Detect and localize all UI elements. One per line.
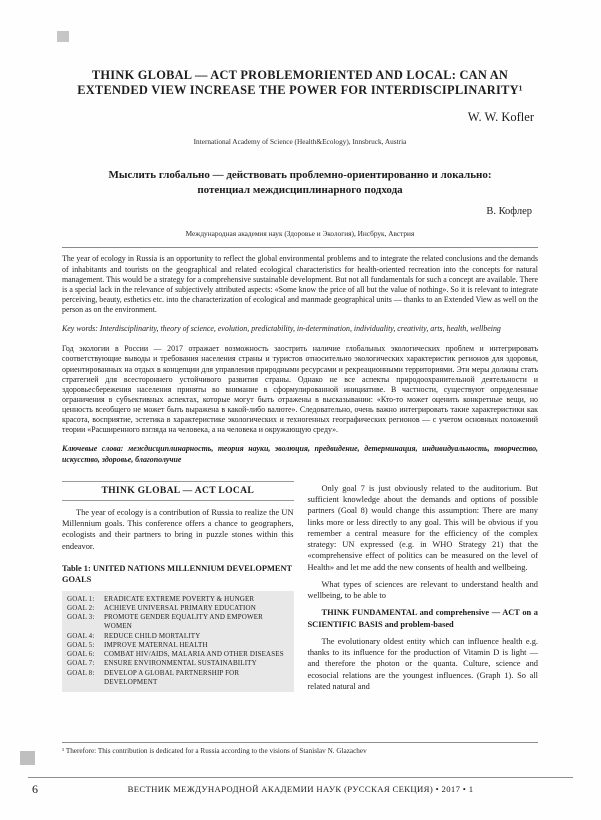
goal-text: ENSURE ENVIRONMENTAL SUSTAINABILITY [104,659,257,668]
affiliation-en: International Academy of Science (Health&Ecology), Innsbruck, Austria [193,136,407,146]
abstract-en: The year of ecology in Russia is an opportunity to reflect the global environmental problems and to integrate the related conclusions and the demands of inhabitants and tourists on the geographical and related ecological characteristics for health-oriented recreation into the concepts for natural management. This would be a strategy for a comprehensive sustainable development. But not all fundamentals for such a concept are available. There is a special lack in the relevance of subjectively attributed aspects: «Some know the price of all but the value of nothing». So it is relevant to integrate perceiving, beauty, esthetics etc. into the characterization of ecological and manmade geographical units — thanks to an Extended View as well on the person as on the environment. [62,254,538,314]
table-row [67,650,289,659]
goal-text: ERADICATE EXTREME POVERTY & HUNGER [104,594,255,603]
title-line-1: THINK GLOBAL — ACT PROBLEMORIENTED AND LOCAL: CAN AN [91,68,509,82]
journal-title: ВЕСТНИК МЕЖДУНАРОДНОЙ АКАДЕМИИ НАУК (РУССКАЯ СЕКЦИЯ) • 2017 • 1 [127,784,474,794]
table-row [67,641,289,650]
abstract-divider-rule [62,247,538,248]
goal-label: GOAL 8: [67,668,95,677]
body-paragraph: What types of sciences are relevant to understand health and wellbeing, to be able to [307,579,538,601]
author-ru: В. Кофлер [486,206,532,218]
goal-label: GOAL 1: [67,594,95,603]
table-row [67,595,289,604]
right-column [308,481,539,692]
article-title-ru: Мыслить глобально — действовать проблемно-ориентированно и локально: потенциал междисциплинарного подхода [108,168,492,196]
article-title-en [62,68,538,98]
goal-label: GOAL 4: [67,631,95,640]
keywords-ru: Ключевые слова: междисциплинарность, теория науки, эволюция, предвидение, детерминация, индивидуальность, творчество, искусство, здоровье, благополучие [62,444,538,464]
goal-text: REDUCE CHILD MORTALITY [104,631,201,640]
table-row [67,669,289,687]
title-line-2: EXTENDED VIEW INCREASE THE POWER FOR INTERDISCIPLINARITY¹ [77,82,523,97]
goal-label: GOAL 3: [67,613,95,622]
left-column [62,481,294,692]
goal-label: GOAL 2: [67,603,95,612]
goal-label: GOAL 6: [67,650,95,659]
body-paragraph-emphasis: THINK FUNDAMENTAL and comprehensive — ACT on a SCIENTIFIC BASIS and problem-based [307,608,538,629]
page-content [62,0,538,692]
table-row [67,604,289,613]
goal-text: ACHIEVE UNIVERSAL PRIMARY EDUCATION [104,603,256,612]
footnote-text: ¹ Therefore: This contribution is dedicated for a Russia according to the visions of Stanislav N. Glazachev [62,747,367,755]
keywords-en: Key words: Interdisciplinarity, theory of science, evolution, predictability, in-determination, individuality, creativity, arts, health, wellbeing [62,324,501,334]
affiliation-ru: Международная академия наук (Здоровье и Экология), Инсбрук, Австрия [185,229,415,239]
abstract-ru: Год экологии в России — 2017 отражает возможность заострить наличие глобальных экологических проблем и интегрировать соответствующие выводы и требования населения страны и туристов относительно экологических характеристик регионов для здоровья, ориентированных на отдых в концепции для управления природными ресурсами и рекреационными территориями. Эти меры должны стать стратегией для всестороннего устойчивого развития страны. Однако не все аспекты природоохранительной деятельности и здоровьесбережения населения приняты во внимание в сформулированной инициативе. В частности, существуют определенные ограничения в субъективных аспектах, которые могут быть отражены в высказывании: «Кто-то может оценить конкретные вещи, но ценность всеобщего не может быть выражена в какой-либо валюте». Следовательно, очень важно интегрировать такие характеристики как красота, восприятие, эстетика в характеристике экологических и техногенных географических регионов — с учетом основных положений теории «Расширенного взгляда на человека, а на человека и окружающую среду». [62,344,538,435]
body-columns [62,481,538,692]
goal-text: IMPROVE MATERNAL HEALTH [104,640,208,649]
author-en: W. W. Kofler [467,109,534,124]
goal-label: GOAL 5: [67,640,95,649]
footnote-area [62,742,538,755]
table-row [67,659,289,668]
body-paragraph: The evolutionary oldest entity which can influence health e.g. thanks to its influence for the production of Vitamin D is light — and therefore the photon or the quanta. Culture, science and ecosocial relations are the youngest influences. (Graph 1). So all related natural and [307,636,538,691]
page-number: 6 [32,782,38,796]
goal-label: GOAL 7: [67,659,95,668]
intro-paragraph: The year of ecology is a contribution of Russia to realize the UN Millennium goals. This conference offers a chance to geographers, ecologists and their partners to bring in puzzle stones within this endeavor. [62,507,294,551]
page-footer [28,777,573,794]
table-row [67,632,289,641]
section-heading-think-global-act-local: THINK GLOBAL — ACT LOCAL [62,481,294,501]
goal-text: COMBAT HIV/AIDS, MALARIA AND OTHER DISEASES [104,650,284,659]
body-paragraph: Only goal 7 is just obviously related to the auditorium. But sufficient knowledge about the demands and options of possible partners (Goal 8) would change this assumption: There are many links more or less directly to any goal. This will be obvious if you remember a central measure for the efficiency of the complex strategy: UN expressed (e.g. in WHO Strategy 21) that the «comprehensive effect of politics can be measured on the level of Health» and let me add the new consents of health and wellbeing. [307,483,538,572]
millennium-goals-table [62,591,294,692]
goal-text: PROMOTE GENDER EQUALITY AND EMPOWER WOMEN [104,613,263,631]
table-1-title: Table 1: UNITED NATIONS MILLENNIUM DEVELOPMENT GOALS [62,563,292,584]
table-row [67,613,289,631]
scan-mark-bottom-left [20,751,35,765]
goal-text: DEVELOP A GLOBAL PARTNERSHIP FOR DEVELOPMENT [104,668,240,686]
